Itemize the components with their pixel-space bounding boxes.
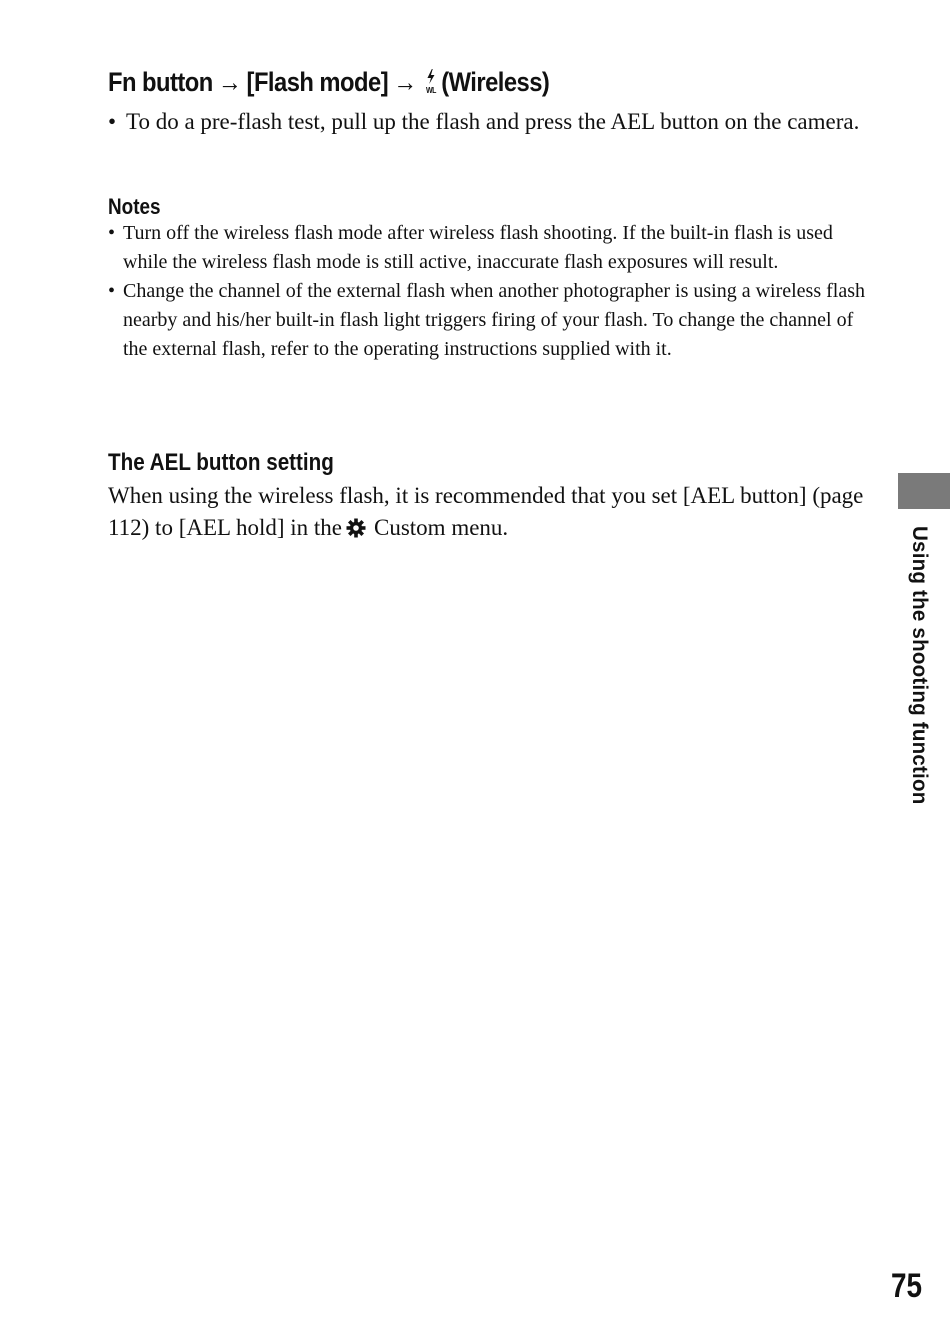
list-item: • To do a pre-flash test, pull up the flash and press the AEL button on the camera. bbox=[108, 106, 873, 138]
chapter-side-label bbox=[907, 526, 931, 816]
ael-section-body bbox=[108, 480, 883, 544]
arrow-icon: → bbox=[393, 67, 417, 97]
page-number: 75 bbox=[890, 1267, 922, 1305]
custom-menu-gear-icon bbox=[346, 518, 366, 538]
svg-text:WL: WL bbox=[425, 85, 436, 95]
list-item: • Turn off the wireless flash mode after wireless flash shooting. If the built-in flash is used while the wireless flash mode is still active, inaccurate flash exposures will result. bbox=[108, 219, 878, 277]
chapter-label-text: Using the shooting function bbox=[908, 526, 931, 805]
notes-list bbox=[108, 219, 878, 364]
arrow-icon: → bbox=[218, 67, 242, 97]
section-heading-wireless-flash bbox=[108, 64, 549, 100]
wireless-flash-icon bbox=[424, 67, 438, 95]
chapter-tab-marker bbox=[898, 473, 950, 509]
heading-wireless: (Wireless) bbox=[441, 67, 550, 97]
ael-body-text-end: Custom menu. bbox=[374, 515, 509, 540]
heading-fn-button: Fn button bbox=[108, 67, 213, 97]
ael-body-text: When using the wireless flash, it is recommended that you set [AEL button] (page 112) to [AEL hold] in the bbox=[108, 483, 864, 540]
list-item: • Change the channel of the external flash when another photographer is using a wireless flash nearby and his/her built-in flash light triggers firing of your flash. To change the channel of the external flash, refer to the operating instructions supplied with it. bbox=[108, 277, 878, 364]
intro-bullet-list bbox=[108, 106, 873, 138]
notes-heading: Notes bbox=[108, 194, 161, 219]
heading-flash-mode: [Flash mode] bbox=[246, 67, 389, 97]
ael-section-heading: The AEL button setting bbox=[108, 449, 334, 476]
